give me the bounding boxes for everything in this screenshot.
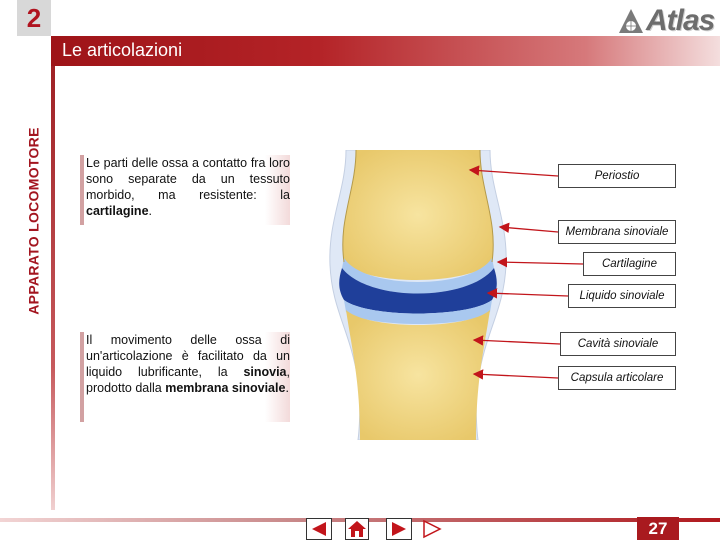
atlas-globe-icon [618,8,644,34]
previous-page-button[interactable] [306,518,332,540]
upper-bone [343,150,493,280]
joint-illustration [328,150,508,440]
pointer-cartilagine [498,262,583,264]
side-divider [51,36,55,510]
section-label-text: APPARATO LOCOMOTORE [26,127,43,315]
next-page-button[interactable] [386,518,412,540]
triangle-right-icon [390,521,408,537]
paragraph-accent [80,332,84,422]
paragraph-text-end: . [285,381,289,395]
paragraph-synovia [80,332,290,422]
last-page-button[interactable] [419,518,445,540]
page-number: 27 [637,517,679,540]
paragraph-bold-term: sinovia [243,365,287,379]
paragraph-bold-term-2: membrana sinoviale [165,381,286,395]
label-liquido-sinoviale: Liquido sinoviale [568,284,676,308]
paragraph-text-end: . [148,204,153,218]
home-icon [345,518,369,540]
paragraph-text-mid: , prodotto dalla [86,365,290,395]
page-title: Le articolazioni [62,40,183,60]
label-periostio: Periostio [558,164,676,188]
chapter-number: 2 [17,0,51,36]
paragraph-text: Il movimento delle ossa di un'articolazione è facilitato da un liquido lubrificante, la [86,333,290,379]
home-button[interactable] [344,518,370,540]
atlas-logo [618,4,715,38]
paragraph-bold-term: cartilagine [86,204,149,218]
lower-bone [346,310,490,440]
paragraph-accent [80,155,84,225]
label-capsula-articolare: Capsula articolare [558,366,676,390]
section-label [17,36,51,406]
paragraph-text: Le parti delle ossa a contatto fra loro sono separate da un tessuto morbido, ma resistente: la [86,156,290,202]
triangle-left-icon [310,521,328,537]
label-cavita-sinoviale: Cavità sinoviale [560,332,676,356]
triangle-right-outline-icon [421,519,443,539]
paragraph-cartilage [80,155,290,225]
label-membrana-sinoviale: Membrana sinoviale [558,220,676,244]
logo-wordmark: Atlas [646,4,715,37]
pointer-membrana [500,227,558,232]
label-cartilagine: Cartilagine [583,252,676,276]
